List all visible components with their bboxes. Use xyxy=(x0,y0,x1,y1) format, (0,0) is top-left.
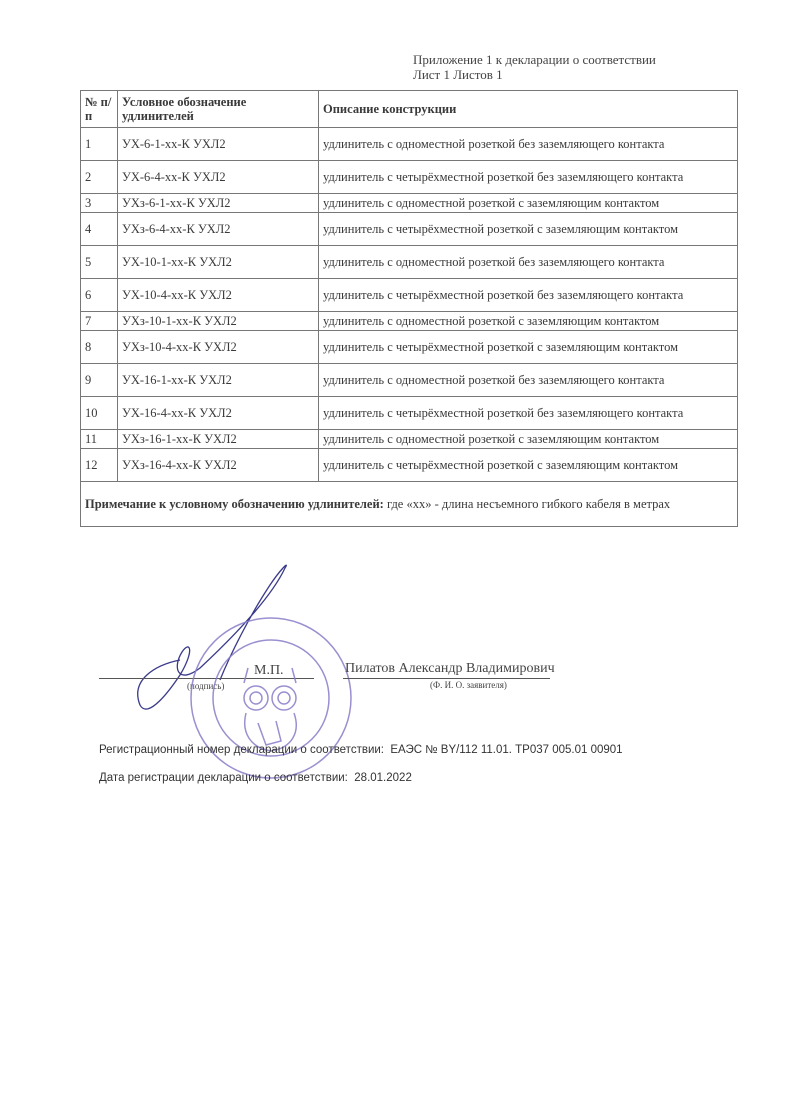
product-designation: УХз-6-1-хх-К УХЛ2 xyxy=(118,194,319,213)
registration-number-value: ЕАЭС № BY/112 11.01. ТР037 005.01 00901 xyxy=(390,744,623,756)
table-row xyxy=(81,312,738,331)
table-row xyxy=(81,449,738,482)
construction-description: удлинитель с четырёхместной розеткой с заземляющим контактом xyxy=(319,331,738,364)
row-number: 4 xyxy=(81,213,118,246)
stamp-place-label: М.П. xyxy=(254,663,284,678)
construction-description: удлинитель с одноместной розеткой с заземляющим контактом xyxy=(319,430,738,449)
sheet-count: Лист 1 Листов 1 xyxy=(413,67,503,82)
product-designation: УХз-16-1-хх-К УХЛ2 xyxy=(118,430,319,449)
row-number: 9 xyxy=(81,364,118,397)
construction-description: удлинитель с одноместной розеткой без заземляющего контакта xyxy=(319,128,738,161)
appendix-title: Приложение 1 к декларации о соответствии xyxy=(413,52,656,67)
registration-number-line xyxy=(99,744,623,756)
appendix-header xyxy=(413,52,656,82)
table-row xyxy=(81,128,738,161)
table-row xyxy=(81,430,738,449)
table-row xyxy=(81,364,738,397)
product-designation: УХ-16-4-хх-К УХЛ2 xyxy=(118,397,319,430)
column-header-designation: Условное обозначение удлинителей xyxy=(118,91,319,128)
note-label: Примечание к условному обозначению удлинителей: xyxy=(85,496,384,511)
construction-description: удлинитель с четырёхместной розеткой без заземляющего контакта xyxy=(319,161,738,194)
company-seal xyxy=(186,613,356,783)
registration-number-label: Регистрационный номер декларации о соответствии: xyxy=(99,744,384,756)
registration-date-label: Дата регистрации декларации о соответствии: xyxy=(99,772,348,784)
product-designation: УХ-16-1-хх-К УХЛ2 xyxy=(118,364,319,397)
extension-cords-table xyxy=(80,90,738,527)
product-designation: УХ-10-1-хх-К УХЛ2 xyxy=(118,246,319,279)
row-number: 12 xyxy=(81,449,118,482)
signature-caption: (подпись) xyxy=(187,681,225,691)
column-header-description: Описание конструкции xyxy=(319,91,738,128)
table-row xyxy=(81,397,738,430)
product-designation: УХ-6-1-хх-К УХЛ2 xyxy=(118,128,319,161)
product-designation: УХ-10-4-хх-К УХЛ2 xyxy=(118,279,319,312)
table-row xyxy=(81,194,738,213)
construction-description: удлинитель с одноместной розеткой с заземляющим контактом xyxy=(319,194,738,213)
applicant-name: Пилатов Александр Владимирович xyxy=(345,661,555,676)
row-number: 5 xyxy=(81,246,118,279)
product-designation: УХз-6-4-хх-К УХЛ2 xyxy=(118,213,319,246)
table-row xyxy=(81,246,738,279)
table-note-row xyxy=(81,482,738,527)
table-row xyxy=(81,161,738,194)
construction-description: удлинитель с четырёхместной розеткой с заземляющим контактом xyxy=(319,213,738,246)
construction-description: удлинитель с четырёхместной розеткой без заземляющего контакта xyxy=(319,397,738,430)
construction-description: удлинитель с четырёхместной розеткой с заземляющим контактом xyxy=(319,449,738,482)
construction-description: удлинитель с одноместной розеткой с заземляющим контактом xyxy=(319,312,738,331)
construction-description: удлинитель с четырёхместной розеткой без заземляющего контакта xyxy=(319,279,738,312)
row-number: 3 xyxy=(81,194,118,213)
table-row xyxy=(81,331,738,364)
row-number: 11 xyxy=(81,430,118,449)
row-number: 8 xyxy=(81,331,118,364)
product-designation: УХз-10-1-хх-К УХЛ2 xyxy=(118,312,319,331)
registration-date-value: 28.01.2022 xyxy=(354,772,412,784)
table-row xyxy=(81,213,738,246)
table-note xyxy=(81,482,738,527)
product-designation: УХз-16-4-хх-К УХЛ2 xyxy=(118,449,319,482)
product-designation: УХ-6-4-хх-К УХЛ2 xyxy=(118,161,319,194)
product-designation: УХз-10-4-хх-К УХЛ2 xyxy=(118,331,319,364)
row-number: 7 xyxy=(81,312,118,331)
row-number: 1 xyxy=(81,128,118,161)
table-header-row xyxy=(81,91,738,128)
column-header-number: № п/п xyxy=(81,91,118,128)
row-number: 2 xyxy=(81,161,118,194)
applicant-caption: (Ф. И. О. заявителя) xyxy=(430,680,507,690)
row-number: 6 xyxy=(81,279,118,312)
construction-description: удлинитель с одноместной розеткой без заземляющего контакта xyxy=(319,364,738,397)
applicant-name-line xyxy=(343,678,550,679)
registration-date-line xyxy=(99,772,412,784)
construction-description: удлинитель с одноместной розеткой без заземляющего контакта xyxy=(319,246,738,279)
table-row xyxy=(81,279,738,312)
note-text: где «хх» - длина несъемного гибкого кабеля в метрах xyxy=(383,496,671,511)
row-number: 10 xyxy=(81,397,118,430)
